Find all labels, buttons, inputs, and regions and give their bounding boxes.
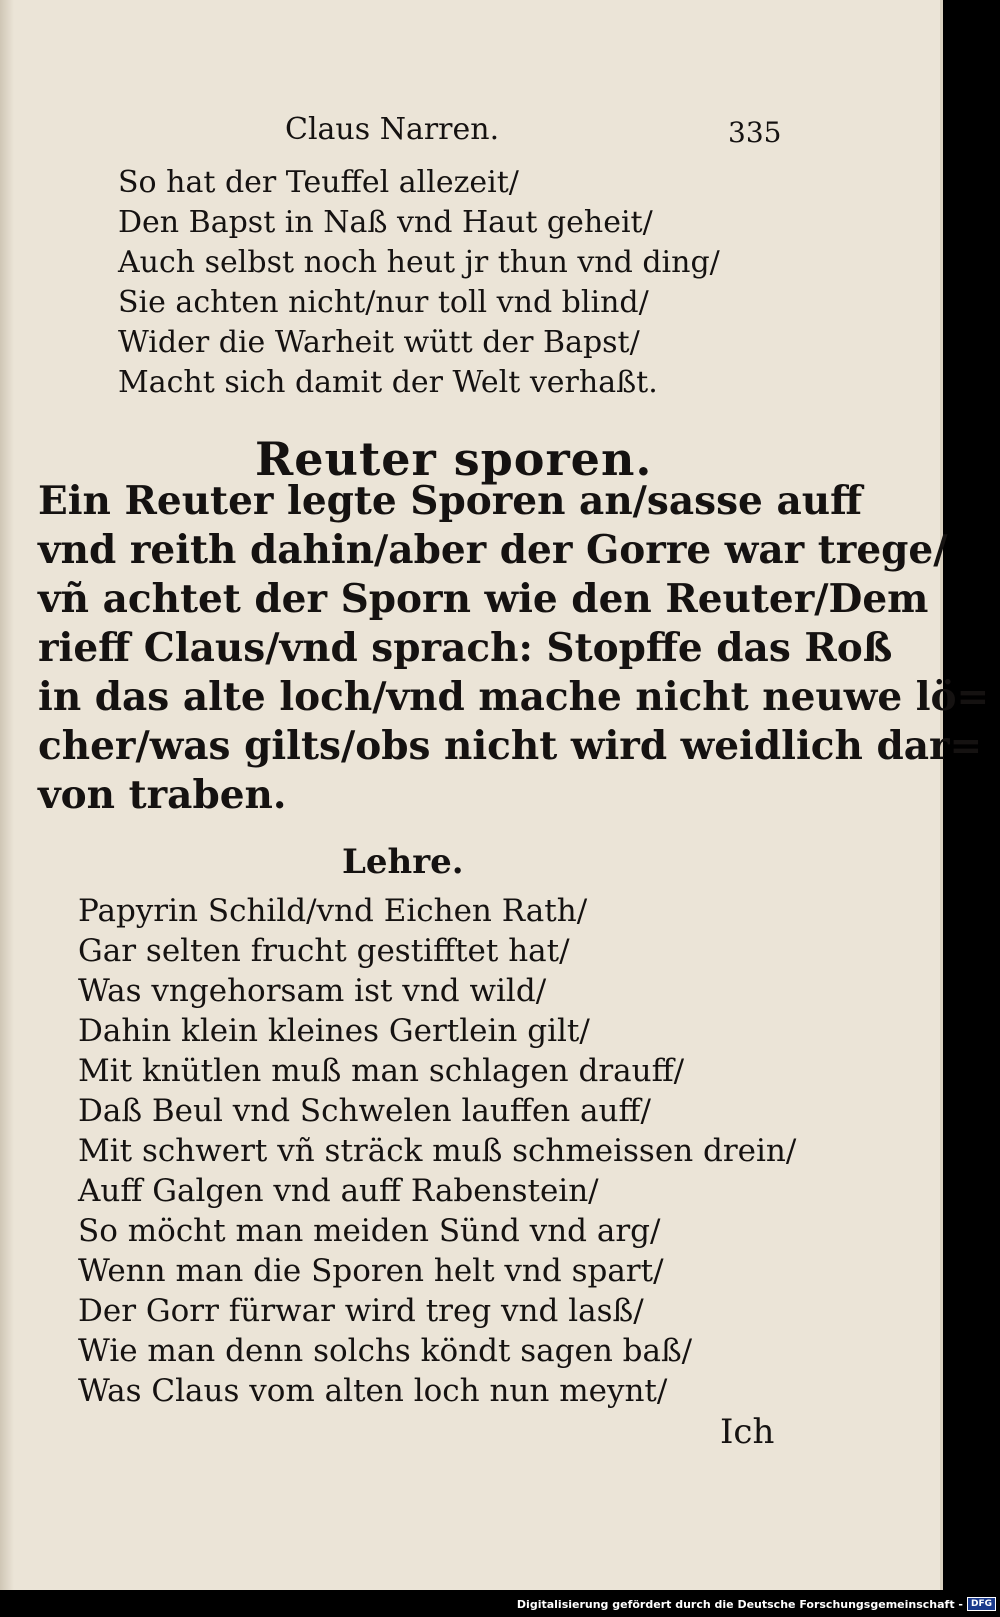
footer-credit: Digitalisierung gefördert durch die Deutsche Forschungsgemeinschaft - [516, 1597, 963, 1611]
verse-line: Papyrin Schild/vnd Eichen Rath/ [78, 893, 588, 929]
verse-line: Wider die Warheit wütt der Bapst/ [118, 325, 640, 360]
prose-line: vñ achtet der Sporn wie den Reuter/Dem [38, 576, 929, 622]
lehre-heading: Lehre. [342, 842, 464, 882]
verse-line: Macht sich damit der Welt verhaßt. [118, 365, 658, 400]
catchword: Ich [720, 1412, 775, 1452]
page-number: 335 [728, 116, 782, 149]
verse-line: So möcht man meiden Sünd vnd arg/ [78, 1213, 661, 1249]
verse-line: Wenn man die Sporen helt vnd spart/ [78, 1253, 664, 1289]
prose-line: Ein Reuter legte Sporen an/sasse auff [38, 478, 863, 524]
prose-line: cher/was gilts/obs nicht wird weidlich dar= [38, 723, 983, 769]
prose-line: rieff Claus/vnd sprach: Stopffe das Roß [38, 625, 893, 671]
page-gutter-shadow [0, 0, 14, 1590]
digitization-footer [517, 1593, 996, 1615]
verse-line: Wie man denn solchs köndt sagen baß/ [78, 1333, 693, 1369]
page-header [0, 112, 940, 152]
verse-line: Sie achten nicht/nur toll vnd blind/ [118, 285, 649, 320]
dfg-logo-icon: DFG [967, 1597, 996, 1611]
verse-line: Dahin klein kleines Gertlein gilt/ [78, 1013, 590, 1049]
verse-line: Mit schwert vñ sträck muß schmeissen drein/ [78, 1133, 797, 1169]
verse-line: Mit knütlen muß man schlagen drauff/ [78, 1053, 685, 1089]
prose-line: in das alte loch/vnd mache nicht neuwe lö= [38, 674, 990, 720]
running-title: Claus Narren. [285, 112, 500, 147]
prose-line: vnd reith dahin/aber der Gorre war trege/ [38, 527, 948, 573]
verse-line: Den Bapst in Naß vnd Haut geheit/ [118, 205, 653, 240]
verse-line: Daß Beul vnd Schwelen lauffen auff/ [78, 1093, 651, 1129]
verse-line: Auch selbst noch heut jr thun vnd ding/ [118, 245, 720, 280]
verse-line: Auff Galgen vnd auff Rabenstein/ [78, 1173, 599, 1209]
section-heading: Reuter sporen. [255, 432, 653, 486]
verse-line: Der Gorr fürwar wird treg vnd lasß/ [78, 1293, 644, 1329]
verse-line: Gar selten frucht gestifftet hat/ [78, 933, 570, 969]
prose-line: von traben. [38, 772, 287, 818]
verse-line: Was Claus vom alten loch nun meynt/ [78, 1373, 668, 1409]
verse-line: So hat der Teuffel allezeit/ [118, 165, 519, 200]
verse-line: Was vngehorsam ist vnd wild/ [78, 973, 547, 1009]
